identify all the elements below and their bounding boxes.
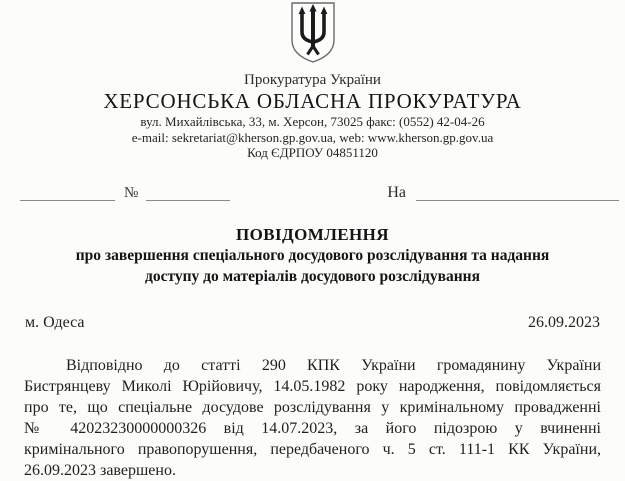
document-subtitle-line1: про завершення спеціального досудового розслідування та надання — [75, 246, 550, 264]
document-title: ПОВІДОМЛЕННЯ — [236, 224, 389, 244]
body-paragraph — [0, 355, 625, 481]
document-place: м. Одеса — [25, 313, 85, 331]
org-edrpou-code: Код ЄДРПОУ 04851120 — [247, 145, 378, 160]
body-line: кримінального правопорушення, передбаченого ч. 5 ст. 111-1 КК України, — [24, 440, 601, 458]
body-line: 26.09.2023 завершено. — [24, 461, 176, 479]
body-line: Відповідно до статті 290 КПК України громадянину України — [66, 356, 601, 374]
body-line: № 42023230000000326 від 14.07.2023, за його підозрою у вчиненні — [24, 419, 601, 437]
date-blank-line — [20, 185, 115, 201]
reply-to-blank-line — [416, 185, 619, 201]
body-line: про те, що спеціальне досудове розслідування у кримінальному провадженні — [24, 398, 601, 416]
number-blank-line — [146, 185, 230, 201]
reply-to-label: На — [387, 183, 406, 201]
ukraine-trident-shield-icon — [288, 2, 338, 69]
body-line: Бистрянцеву Миколі Юрійовичу, 14.05.1982 року народження, повідомляється — [24, 377, 601, 395]
org-name-country: Прокуратура України — [244, 72, 381, 88]
document-date: 26.09.2023 — [528, 313, 600, 331]
number-label: № — [124, 184, 139, 201]
org-name-main: ХЕРСОНСЬКА ОБЛАСНА ПРОКУРАТУРА — [103, 89, 522, 113]
org-address: вул. Михайлівська, 33, м. Херсон, 73025 факс: (0552) 42-04-26 — [140, 114, 485, 129]
place-date-row — [0, 313, 625, 333]
org-contacts: e-mail: sekretariat@kherson.gp.gov.ua, web: www.kherson.gp.gov.ua — [131, 129, 494, 145]
reference-row — [0, 183, 625, 201]
document-subtitle-line2: доступу до матеріалів досудового розслідування — [145, 267, 480, 285]
letterhead-emblem-wrap — [0, 0, 625, 69]
